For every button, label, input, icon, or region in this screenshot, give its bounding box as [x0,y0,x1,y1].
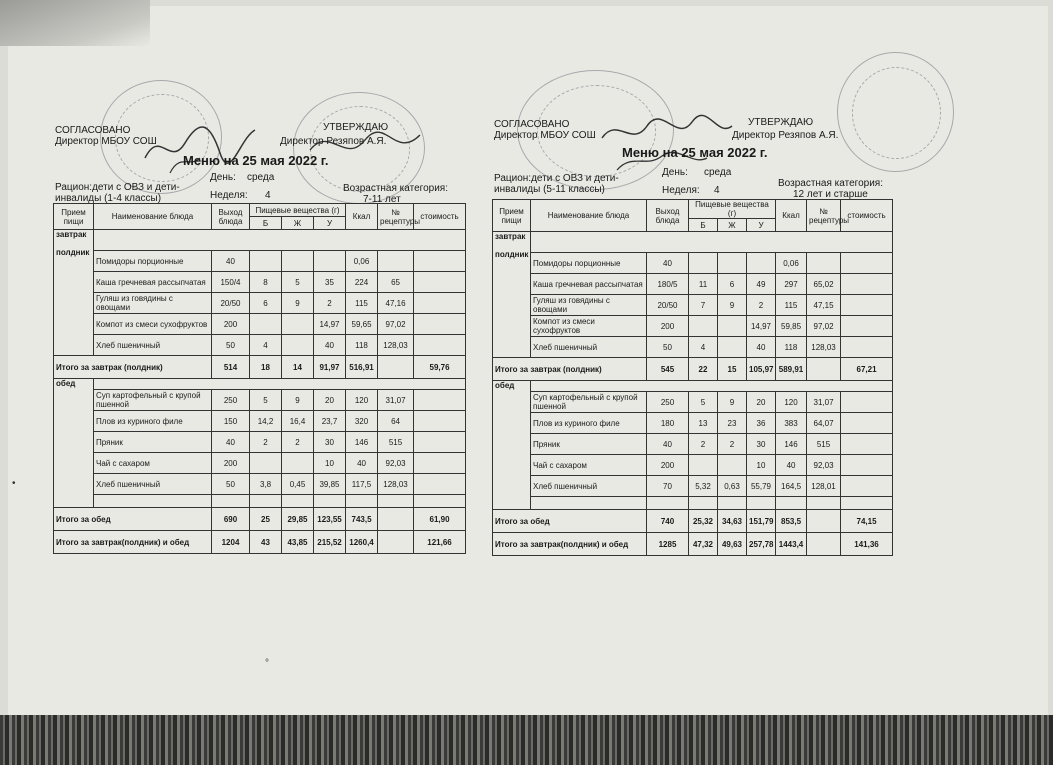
week-value: 4 [714,185,720,196]
week-label: Неделя: [662,185,700,196]
total-row-lunch: Итого за обед 690 25 29,85 123,55 743,5 61,90 [54,508,466,531]
day-label: День: [662,167,688,178]
table-row: Компот из смеси сухофруктов 200 14,97 59,85 97,02 [493,316,893,337]
col-zh: Ж [282,217,314,230]
approved-role: Директор Резяпов А.Я. [280,136,387,147]
col-meal: Прием пищи [54,204,94,230]
total-row-all: Итого за завтрак(полдник) и обед 1285 47,32 49,63 257,78 1443,4 141,36 [493,533,893,556]
col-b: Б [250,217,282,230]
section-breakfast: завтрак полдник [54,230,94,356]
table-row-empty [493,497,893,510]
col-kcal: Ккал [346,204,378,230]
table-row: Суп картофельный с крупой пшенной 250 5 9 20 120 31,07 [493,392,893,413]
agreed-role: Директор МБОУ СОШ [55,136,157,147]
section-row-lunch [54,379,466,390]
day-value: среда [704,167,732,178]
col-cost: стоимость [414,204,466,230]
table-row: Плов из куриного филе 180 13 23 36 383 64,07 [493,413,893,434]
total-row-all: Итого за завтрак(полдник) и обед 1204 43 43,85 215,52 1260,4 121,66 [54,531,466,554]
table-row: Компот из смеси сухофруктов 200 14,97 59,65 97,02 [54,314,466,335]
menu-table [53,203,466,554]
approved-label: УТВЕРЖДАЮ [748,117,814,128]
table-row: Хлеб пшеничный 70 5,32 0,63 55,79 164,5 128,01 [493,476,893,497]
menu-title: Меню на 25 мая 2022 г. [183,153,329,168]
table-row: Чай с сахаром 200 10 40 92,03 [493,455,893,476]
col-kcal: Ккал [776,200,807,232]
col-zh: Ж [718,219,747,232]
col-nutrients: Пищевые вещества (г) [689,200,776,219]
table-row: Хлеб пшеничный 50 4 40 118 128,03 [493,337,893,358]
table-header-row [54,204,466,217]
section-breakfast: завтрак полдник [493,232,531,358]
agreed-label: СОГЛАСОВАНО [55,125,131,136]
total-row-breakfast: Итого за завтрак (полдник) 514 18 14 91,97 516,91 59,76 [54,356,466,379]
col-recipe: № рецептуры [807,200,841,232]
section-row-breakfast [493,232,893,253]
ration-label: Рацион:дети с ОВЗ и дети-инвалиды (1-4 классы) [55,182,180,204]
col-recipe: № рецептуры [378,204,414,230]
table-row: Каша гречневая рассыпчатая 180/5 11 6 49 297 65,02 [493,274,893,295]
week-label: Неделя: [210,190,248,201]
col-nutrients: Пищевые вещества (г) [250,204,346,217]
round-seal-approved [837,52,954,172]
handwritten-signature-agreed [140,118,260,178]
col-yield: Выход блюда [212,204,250,230]
total-row-lunch: Итого за обед 740 25,32 34,63 151,79 853,5 74,15 [493,510,893,533]
table-header-row [493,200,893,219]
scan-speck: • [12,478,16,489]
table-row: Чай с сахаром 200 10 40 92,03 [54,453,466,474]
col-u: У [747,219,776,232]
approved-label: УТВЕРЖДАЮ [323,122,389,133]
scan-speck: ° [265,658,269,669]
approved-role: Директор Резяпов А.Я. [732,130,839,141]
age-value: 7-11 лет [363,194,401,205]
total-row-breakfast: Итого за завтрак (полдник) 545 22 15 105,97 589,91 67,21 [493,358,893,381]
menu-table [492,199,893,556]
day-value: среда [247,172,275,183]
table-row: Помидоры порционные 40 0,06 [493,253,893,274]
table-row: Каша гречневая рассыпчатая 150/4 8 5 35 224 65 [54,272,466,293]
age-label: Возрастная категория: [778,178,883,189]
section-row-lunch [493,381,893,392]
col-dish: Наименование блюда [531,200,647,232]
table-row: Хлеб пшеничный 50 3,8 0,45 39,85 117,5 128,03 [54,474,466,495]
col-cost: стоимость [841,200,893,232]
section-lunch: обед [493,381,531,510]
section-row-breakfast [54,230,466,251]
col-u: У [314,217,346,230]
scan-edge-strip [0,715,1053,765]
week-value: 4 [265,190,271,201]
col-b: Б [689,219,718,232]
table-row: Суп картофельный с крупой пшенной 250 5 9 20 120 31,07 [54,390,466,411]
table-row: Пряник 40 2 2 30 146 515 [493,434,893,455]
col-yield: Выход блюда [647,200,689,232]
col-meal: Прием пищи [493,200,531,232]
day-label: День: [210,172,236,183]
col-dish: Наименование блюда [94,204,212,230]
scan-shadow [0,0,150,46]
age-label: Возрастная категория: [343,183,448,194]
age-value: 12 лет и старше [793,189,868,200]
agreed-role: Директор МБОУ СОШ [494,130,596,141]
table-row: Помидоры порционные 40 0,06 [54,251,466,272]
table-row: Гуляш из говядины с овощами 20/50 7 9 2 115 47,15 [493,295,893,316]
section-lunch: обед [54,379,94,508]
table-row: Гуляш из говядины с овощами 20/50 6 9 2 115 47,16 [54,293,466,314]
menu-title: Меню на 25 мая 2022 г. [622,145,768,160]
table-row: Плов из куриного филе 150 14,2 16,4 23,7 320 64 [54,411,466,432]
agreed-label: СОГЛАСОВАНО [494,119,570,130]
ration-label: Рацион:дети с ОВЗ и дети-инвалиды (5-11 классы) [494,173,619,195]
table-row-empty [54,495,466,508]
table-row: Пряник 40 2 2 30 146 515 [54,432,466,453]
table-row: Хлеб пшеничный 50 4 40 118 128,03 [54,335,466,356]
